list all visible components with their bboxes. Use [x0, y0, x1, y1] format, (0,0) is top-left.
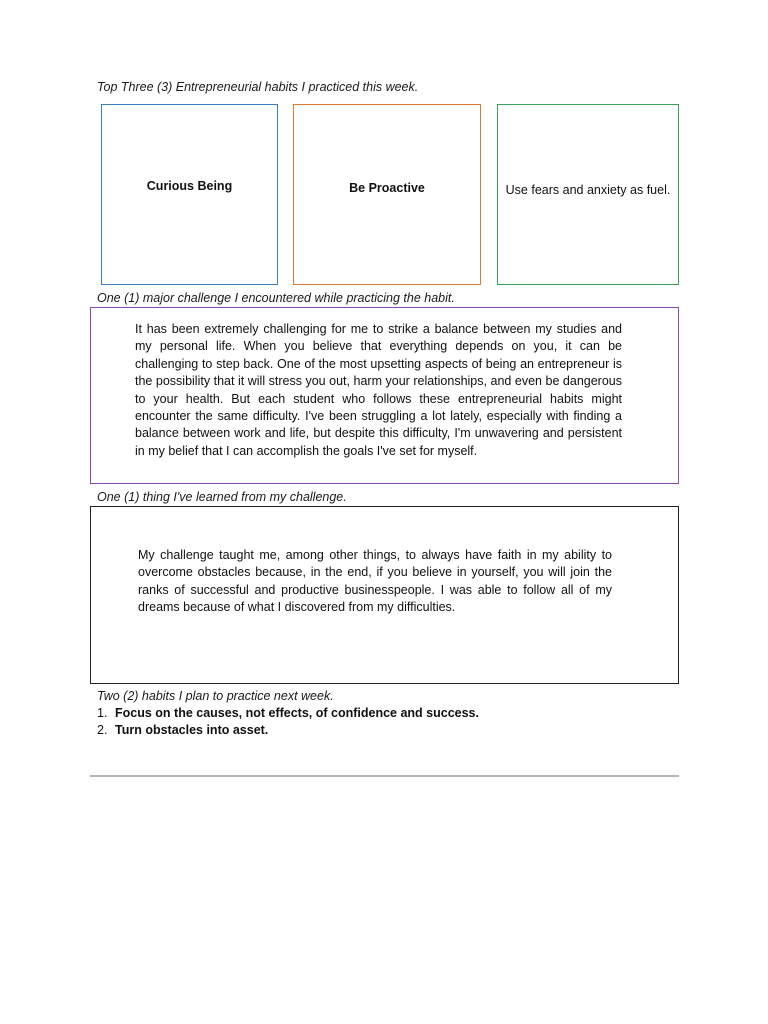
- horizontal-divider: [90, 775, 679, 777]
- habit-box-3: [497, 104, 679, 285]
- list-text: Focus on the causes, not effects, of confidence and success.: [115, 706, 479, 720]
- habit-box-1: [101, 104, 278, 285]
- list-item: [97, 722, 479, 739]
- habit-3-text: Use fears and anxiety as fuel.: [505, 182, 671, 197]
- habit-2-text: Be Proactive: [349, 180, 425, 195]
- learned-paragraph: My challenge taught me, among other things, to always have faith in my ability to overcome obstacles because, in the end, if you believe in yourself, you will join the ranks of successful and productive businesspeople. I was able to follow all of my dreams because of what I discovered from my difficulties.: [138, 548, 612, 615]
- challenge-paragraph: It has been extremely challenging for me to strike a balance between my studies and my personal life. When you believe that everything depends on you, it can be challenging to step back. One of the most upsetting aspects of being an entrepreneur is the possibility that it will stress you out, harm your relationships, and even be dangerous to your health. But each student who follows these entrepreneurial habits might encounter the same difficulty. I've been struggling a lot lately, especially with finding a balance between work and life, but despite this difficulty, I'm unwavering and persistent in my belief that I can accomplish the goals I've set for myself.: [135, 322, 622, 458]
- next-week-caption: Two (2) habits I plan to practice next week.: [97, 689, 334, 703]
- learned-caption: One (1) thing I've learned from my challenge.: [97, 490, 347, 504]
- learned-box: [90, 506, 679, 684]
- next-week-habits-list: [97, 705, 479, 739]
- habit-box-2: [293, 104, 481, 285]
- list-number: 1.: [97, 706, 108, 720]
- habits-practiced-caption: Top Three (3) Entrepreneurial habits I practiced this week.: [97, 80, 419, 94]
- habit-1-text: Curious Being: [146, 178, 233, 193]
- list-number: 2.: [97, 723, 108, 737]
- list-text: Turn obstacles into asset.: [115, 723, 269, 737]
- list-item: [97, 705, 479, 722]
- challenge-caption: One (1) major challenge I encountered while practicing the habit.: [97, 291, 455, 305]
- challenge-box: [90, 307, 679, 484]
